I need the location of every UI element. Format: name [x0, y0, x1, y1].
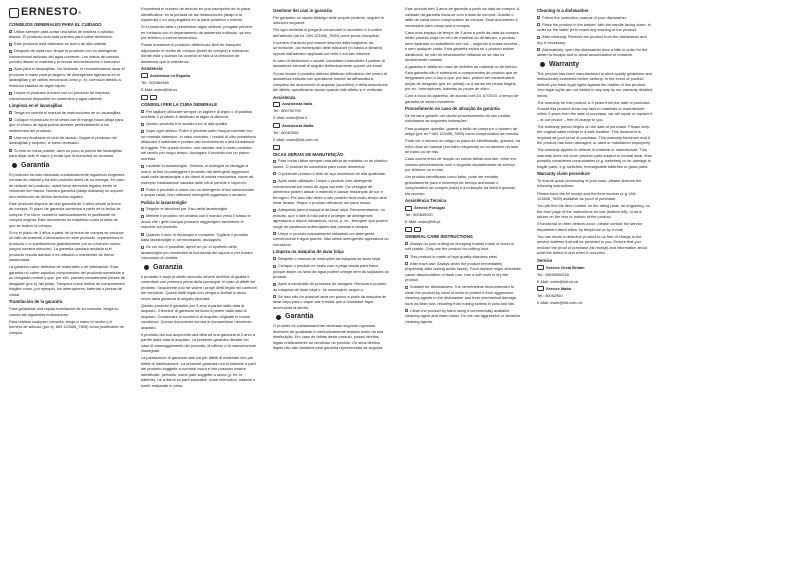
heading-service-en: Service: [537, 257, 553, 263]
bullet-icon: [405, 286, 408, 289]
claim-para-pt-5: Um produto identificado como falho, pode ser enviado gratuitamente para o endereço de serviço anexando o comprovativo de compra (nota) e a indicação da falha e quando ela ocorreu.: [405, 174, 516, 196]
bullet-icon: [273, 295, 276, 298]
bullet-icon: [141, 130, 144, 133]
para-es-3: Puede enviarnos el producto defectuoso libre de franqueo adjuntando el recibo de compra (ticket de compra) e indicando dónde está y cuándo ha ocurrido el fallo a la dirección de asistencia que le indicamos.: [141, 42, 249, 64]
service-tel-mt: Tel.: 80062960: [537, 292, 563, 298]
claim-para-pt-3: Pode ver o número do artigo na placa de identificação, gravura, na folha título do manual (em baixo esquerda) ou no adesivo na lado de baixo ou de trás.: [405, 138, 521, 155]
dish-item-es-3: Una vez finalizado el ciclo de lavado: Saque el producto del lavavajillas y séquelo, si fuera necesario.: [9, 134, 117, 146]
claim-para-es-1: Para garantizar una rápida tramitación de su consulta, tenga en cuenta las siguientes indicaciones:: [9, 306, 119, 317]
assist-label-es: Asistencia en España: [141, 73, 257, 79]
service-label-mt: Service Malta: [537, 286, 653, 292]
assist-mail-mt: E-Mail: owim@lidl.com.mt: [273, 136, 318, 142]
bullet-icon: [141, 110, 144, 113]
warranty-para-es-4: La garantía cubre defectos de materiales o de fabricación. Esta garantía no cubre aquellos componentes del producto sometidos a un desgaste normal y que, por ello, puedan considerarse piezas de desgaste (por ej. las pilas). Tampoco cubre daños de componentes frágiles como, por ejemplo, los interruptores, baterías o piezas de cristal.: [9, 264, 125, 297]
brand-logo: [9, 6, 125, 20]
bullet-icon: [273, 172, 276, 175]
heading-warranty-pt: Garantia: [273, 313, 389, 321]
service-flag-icon: [273, 102, 280, 107]
dot-icon: [276, 315, 281, 320]
claim-para-pt-1: De forma a garantir um rápido processamento do seu pedido, solicitamos as seguintes indicações:: [405, 112, 512, 124]
bullet-icon: [273, 180, 276, 183]
para-pt-4: Com a troca do aparelho, de acordo com DL 67/2003, o tempo de garantia se inicia novamente.: [405, 93, 519, 104]
claim-para-it-2: Per ogni richiesta si prega di conservare lo scontrino e il codice dell'articolo (ad es. IAN 123456_7890) come prova d'acquisto.: [273, 27, 382, 38]
dish-item-en-1: Follow the instruction manual of your dishwasher.: [537, 15, 653, 21]
heading-claim-en: Warranty claim procedure: [537, 171, 590, 177]
care-item-es-3: Después de cada uso: limpie el producto con un detergente convencional delicado del agua corriente. Los restos de comida pueden atacar el material y provocar decoloraciones o corrosión.: [9, 48, 121, 65]
care-item-en-5: Clean the product by hand using a commercially available cleaning agent and warm water. Do not use aggressive or abrasive cleaning agents.: [405, 307, 521, 324]
heading-warranty-en: Warranty: [537, 61, 653, 69]
care-item-es-4: Apto para el lavavajillas. No obstante, le recomendamos lavar el producto a mano para protegerlo de detergentes agresivos en el lavavajillas y de daños mecánicos como p. ej. corrosión debido a residuos salados de algún tapón.: [9, 66, 125, 88]
bullet-icon: [9, 30, 12, 33]
column-spanish: [9, 6, 125, 562]
heading-claim-pt: Procedimento no caso de ativação da garantia: [405, 106, 500, 112]
care-item-pt-4: Adequado para a máquina de lavar loiça. Recomendamos, no entanto, que o lave à mão para o proteger de detergentes agressivos e danos mecânicos, como, p. ex., ferrugem que podem surgir de parafusos enferrujados das panelas e tampas.: [273, 207, 388, 229]
claim-para-en-4: If functional or other defects occur, please contact the service department listed either by telephone or by e-mail.: [537, 221, 643, 232]
warranty-para-it-2: Questo prodotto è garantito per 3 anni a partire dalla data di acquisto. Il termine di garanzia ha inizio a partire dalla data di acquisto. Conservare lo scontrino di acquisto originale in buone condizioni. Questo documento servirà a documentare l'avvenuto acquisto.: [141, 302, 252, 330]
warranty-para-es-3: Si en el plazo de 3 años a partir de la fecha de compra se produce un fallo de material o fabricación en este producto, repararemos el producto o lo sustituiremos gratuitamente por un producto nuevo (según nuestra elección). La garantía quedará anulada si el producto resulta dañado o es utilizado o mantenido de forma inadecuada.: [9, 229, 124, 263]
flag-icon: [414, 227, 421, 232]
heading-warranty-it: Garanzia: [141, 264, 257, 272]
heading-care-pt: DICAS GERAIS DE MANUTENÇÃO: [273, 151, 344, 157]
claim-para-pt-4: Caso ocorra erros de função ou outras falhas ocorram, entre em contato primeiramente com o seguinte departamento de serviço por telefone ou e-mail.: [405, 156, 516, 173]
dish-item-it-1: Seguire le istruzioni per l'uso della lavastoviglie.: [141, 206, 257, 212]
bullet-icon: [273, 209, 276, 212]
warranty-para-en-4: The warranty applies to defects in material or manufacture. This warranty does not cover product parts subject to normal wear, thus possibly considered consumables (e.g. batteries) or for damage to fragile parts, e.g. switches, rechargeable batteries or glass parts.: [537, 147, 652, 169]
assist-label-mt: Assistenza Malta: [273, 123, 389, 129]
warranty-para-pt-1: O produto foi cuidadosamente fabricado segundo rigorosas diretrizes de qualidade e meticulosamente testado antes da sua distribuição. Em caso de falhas deste produto, possui direitos legais relativamente ao vendedor do produto. Os seus direitos legais não são limitados pela garantia representada de seguida.: [273, 323, 384, 351]
care-item-en-1: Always do your cutting on chopping boards made of wood or soft plastic. Only use the product for cutting food.: [405, 240, 515, 252]
assist-label-pt: Service Portugal: [405, 205, 521, 211]
care-item-es-2: Este producto está fabricado en acero de alta calidad.: [9, 41, 125, 47]
bullet-icon: [537, 23, 540, 26]
heading-care-es: CONSEJOS GENERALES PARA EL CUIDADO: [9, 22, 102, 27]
column-portuguese-english: [405, 6, 521, 562]
bullet-icon: [405, 262, 408, 265]
heading-dish-en: Cleaning in a dishwasher: [537, 8, 589, 13]
column-spanish-italian: [141, 6, 257, 562]
dish-item-pt-2: Coloque o produto no cesto com a pega virada para baixo, porque assim os raios de água podem chegar bem às sujidades do produto.: [273, 263, 389, 280]
column-blank: [669, 6, 785, 562]
bullet-icon: [9, 92, 12, 95]
claim-para-pt-2: Para qualquer questão, guarde o talão de compra e o número de artigo (por ex.º IAN 123456_7890) como comprovativo da mesma.: [405, 125, 520, 137]
column-english: [537, 6, 653, 562]
care-item-it-2: Questo prodotto è in acciaio inox di alta qualità.: [141, 121, 257, 127]
care-item-es-5: Limpie el producto a mano con un producto de limpieza convencional disponible en comercios y agua caliente.: [9, 90, 110, 101]
lang-icons: [405, 227, 521, 233]
heading-care-it: CONSIGLI PER LA CURA GENERALE: [141, 102, 218, 108]
assist-mail-it: E-Mail: owim@lidl.it: [273, 115, 307, 121]
service-flag-icon: [405, 206, 412, 211]
care-item-pt-2: O presente produto é feito de aço inoxidável de alta qualidade.: [273, 171, 389, 177]
lang-icons: [273, 144, 389, 150]
lang-icons: [141, 95, 257, 101]
bullet-icon: [9, 111, 12, 114]
warranty-para-it-4: La prestazione di garanzia vale sia per difetti di materiale che per difetti di fabbricazione. La presente garanzia non si estende a parti del prodotto soggette a normale usura e che possono essere identificate, pertanto, come parti soggette a usura (p. es. le batterie), né a danni su parti staccabili, come interruttori, batterie o simili, realizzate in vetro.: [141, 355, 256, 388]
bullet-icon: [141, 233, 144, 236]
service-flag-icon: [537, 265, 544, 270]
bullet-icon: [405, 255, 408, 258]
heading-dish-pt: Limpeza na máquina de lavar loiça: [273, 249, 344, 255]
para-es-1: Encontrará el número de artículo en una inscripción de la placa identificativa, en la portada de las instrucciones (abajo a la izquierda) o en una pegatina en la parte posterior o inferior.: [141, 6, 251, 22]
bullet-icon: [141, 246, 144, 249]
dish-item-pt-1: Respeite o manual de instruções da máquina de lavar loiça.: [273, 256, 389, 262]
brand-name: ERNESTO: [21, 6, 79, 19]
bullet-icon: [273, 265, 276, 268]
heading-assist-pt: Assistência Técnica: [405, 198, 447, 204]
bullet-icon: [9, 149, 12, 152]
care-item-pt-5: Limpe o produto manualmente utilizando um detergente convencional e água quente. Não utilize detergentes agressivos ou corrosivos.: [273, 230, 389, 247]
heading-care-en: GENERAL CARE INSTRUCTIONS: [405, 234, 473, 240]
care-item-it-3: Dopo ogni utilizzo: Pulire il prodotto sotto l'acqua corrente con un normale detersivo. In caso contrario, i residui di cibo potrebbero attaccare il materiale e portare allo scolorimento o alla formazione di ruggine. Per questo motivo, non lasciate mai il vostro prodotto nel lavello per lungo tempo. Asciugare il prodotto con un panno morbido.: [141, 128, 257, 161]
assist-tel-mt: Tel.: 80062960: [273, 129, 299, 135]
heading-assist-it: Assistenza: [273, 94, 296, 100]
bullet-icon: [141, 215, 144, 218]
dish-item-it-3: Quando il ciclo di risciacquo è completo: Togliere il prodotto dalla lavastoviglie e, se necessario, asciugarlo.: [141, 231, 249, 242]
para-pt-3: A garantia é válida em caso de defeitos de material ou de fabrico. Esta garantia não é extensível a componentes do produto que se desgastam com o uso e que, por isso, podem ser considerados peças de desgaste (por ex. pilhas) ou a danos em peças frágeis, por ex.: interruptores, baterias ou peças de vidro.: [405, 64, 518, 92]
dot-icon: [540, 62, 545, 67]
warranty-para-es-1: El producto ha sido fabricado cuidadosamente siguiendo exigentes normas de calidad y ha sido probado antes de su entrega. En caso de defecto del producto, usted tiene derechos legales frente al vendedor del mismo. Nuestra garantía (abajo indicada) no supone una restricción de dichos derechos legales.: [9, 171, 125, 199]
care-item-pt-1: Para cortar utilize sempre uma tábua de madeira ou de plástico suave. O produto foi concebido para cortar alimentos.: [273, 158, 388, 169]
assist-tel-es: Tel.: 900984948: [141, 79, 169, 85]
flag-icon: [150, 95, 157, 100]
dish-item-en-4: Alternatively, open the dishwasher door a little in order for the steam to escape and to avoid accumulation of moisture.: [537, 46, 648, 58]
dish-item-en-3: After cleaning: Remove the product from the dishwasher and dry, if necessary.: [537, 34, 647, 45]
bullet-icon: [141, 165, 144, 168]
assist-tel-pt: Tel.: 800849093: [405, 212, 433, 218]
warranty-para-en-3: The warranty period begins on the date of purchase. Please keep the original sales receipt in a safe location. This document is required as your proof of purchase. This warranty becomes void if the product has been damaged, or used or maintained improperly.: [537, 123, 651, 146]
claim-para-it-5: Si può inviare il prodotto ritenuto difettoso all'indirizzo del centro di assistenza indicato con spedizione esente da affrancatura, completo del documento di acquisto (scontrino) e della descrizione del difetto, specificando anche quando tale difetto si è verificato.: [273, 70, 388, 93]
bullet-icon: [141, 123, 144, 126]
heading-claim-es: Tramitación de la garantía: [9, 299, 63, 305]
dish-item-es-4: Si esto no fuera posible, abra un poco la puerta del lavavajillas para dejar salir el vapor y evitar que la humedad se acumule.: [9, 147, 122, 159]
claim-para-en-3: You will find the item number on the rating plate, an engraving, on the front page of the instructions for use (bottom left), or as a sticker on the rear or bottom of the product.: [537, 203, 650, 220]
column-italian-portuguese: [273, 6, 389, 562]
dish-item-pt-4: Se isso não for possível abra um pouco a porta da máquina de lavar loiça para o vapor sair e evitar que a humidade fique acumulada lá dentro.: [273, 293, 387, 310]
brand-mark-icon: [9, 8, 19, 18]
dish-item-es-1: Tenga en cuenta el manual de instrucciones de su lavavajillas.: [9, 110, 125, 116]
bullet-icon: [9, 136, 12, 139]
flag-icon: [141, 95, 148, 100]
bullet-icon: [273, 232, 276, 235]
para-pt-2: Caso num espaço de tempo de 3 anos a partir da data da compra deste produto surja um erro de material ou de fabrico, o produto será reparado ou substituído por nós – segundo a nossa escolha – e sem qualquer custo. Esta garantia expira se o produto estiver danificado, se não for devidamente utilizado ou se não for devidamente mantido.: [405, 29, 521, 63]
service-tel-gb: Tel.: 08000569216: [537, 271, 570, 277]
service-label-gb: Service Great Britain: [537, 265, 653, 271]
warranty-para-en-2: The warranty for this product is 3 years from the date of purchase. Should this product show any fault in materials or manufacture within 3 years from the date of purchase, we will repair or replace it – at our choice – free of charge to you.: [537, 100, 653, 122]
dish-item-es-2: Coloque el producto en la cesta con el mango hacia abajo para que el chorro de agua pueda acceder perfectamente a los sedimentos del producto.: [9, 116, 124, 133]
care-item-it-4: Lavabile in lavastoviglie. Tuttavia, si consiglia un lavaggio a mano, al fine di proteggere il prodotto dai detergenti aggressivi usati nella lavastoviglie o da danni di natura meccanica, come ad esempio l'ossidazione causata dalle viti di pentole e coperchi.: [141, 163, 254, 185]
care-item-pt-3: Após cada utilização: Limpe o produto com detergente convencional por baixo de água corrente. Os vestígios de alimentos podem atacar o material e causar mudanças de cor e ferrugem. Por isso não deixe o seu produto ficar muito tempo sem estar lavado. Seque o produto utilizando um pano macio.: [273, 178, 387, 206]
care-item-en-3: After each use: Always clean the product immediately (especially after cutting acidic foods). Food residue might otherwise cause discolouration or flash rust. Use a soft cloth to dry the product.: [405, 260, 521, 283]
claim-para-it-3: Il numero d'articolo può essere desunto dalla targhetta, da un'incisione, dal frontespizio delle istruzioni (in basso a sinistra) oppure dall'adesivo applicato sul retro o sul lato inferiore.: [273, 39, 383, 56]
assist-mail-pt: E-Mail: owim@lidl.pt: [405, 219, 441, 225]
dot-icon: [144, 265, 149, 270]
bullet-icon: [537, 16, 540, 19]
heading-claim-it: Gestione dei casi in garanzia: [273, 8, 332, 13]
warranty-para-en-1: The product has been manufactured to strict quality guidelines and meticulously examined before delivery. In the event of product defects you have legal rights against the retailer of this product. Your legal rights are not limited in any way by our warranty detailed below.: [537, 70, 653, 98]
dish-item-en-2: Place the product in the basket, with the handle facing down, in order for the water jet to reach any staining of the product.: [537, 21, 651, 33]
heading-dish-it: Pulizia in lavastoviglie: [141, 199, 187, 205]
warranty-para-es-2: Este producto dispone de una garantía de 3 años desde la fecha de compra. El plazo de garantía comienza a partir de la fecha de compra. Por favor, conserve adecuadamente el justificante de compra original. Este documento es requerido como prueba de que se realizó la compra.: [9, 200, 121, 228]
para-es-2: Si el producto falla o presentase algún defecto, póngase primero en contacto con el departamento de asistencia indicado, ya sea por teléfono o correo electrónico.: [141, 24, 253, 41]
flag-icon: [273, 145, 280, 150]
service-mail-mt: E-Mail: owim@lidl.com.mt: [537, 299, 582, 305]
dish-item-it-2: Mettere il prodotto nel cestello con il manico verso il basso in modo che i getti d'acqua possano raggiungere facilmente le macchie sul prodotto.: [141, 213, 251, 230]
bullet-icon: [537, 48, 540, 51]
assist-label-it: Assistenza Italia: [273, 101, 389, 107]
bullet-icon: [141, 208, 144, 211]
claim-para-en-2: Please have the till receipt and the item number (e.g. IAN 123456_7890) available as proof of purchase.: [537, 190, 636, 202]
bullet-icon: [9, 43, 12, 46]
bullet-icon: [273, 160, 276, 163]
dot-icon: [12, 163, 17, 168]
bullet-icon: [141, 188, 144, 191]
service-mail-gb: E-Mail: owim@lidl.co.uk: [537, 278, 579, 284]
heading-warranty-es: Garantía: [9, 162, 125, 170]
bullet-icon: [405, 309, 408, 312]
heading-dish-es: Limpieza en el lavavajillas: [9, 103, 63, 109]
bullet-icon: [9, 50, 12, 53]
care-item-en-4: Suitable for dishwashers. It is nevertheless recommended to clean the product by hand in order to protect it from aggressive cleaning agents in the dishwasher and from mechanical damage, such as flash rust, resulting from rusting screws in pots and lids.: [405, 284, 518, 306]
dish-item-pt-3: Após a conclusão do processo de lavagem: Remova o produto da máquina de lavar loiça e, se necessário, seque-o.: [273, 281, 387, 292]
service-flag-icon: [537, 286, 544, 291]
bullet-icon: [273, 283, 276, 286]
claim-para-en-1: To ensure quick processing of your case, please observe the following instructions:: [537, 177, 642, 189]
brand-registered: ®: [78, 10, 82, 16]
care-item-it-5: Pulire il prodotto a mano con un detergente d'uso commerciale e acqua calda. Non utilizzare detergenti aggressivi o abrasivi.: [141, 186, 255, 198]
care-item-en-2: This product is made of high-quality stainless steel.: [405, 254, 521, 260]
service-flag-icon: [273, 123, 280, 128]
warranty-para-it-1: Il prodotto è stato prodotto secondo severe direttive di qualità e controllato con premura prima della consegna. In caso di difetti del prodotto, l'acquirente può far valere i propri diritti legali nei confronti del venditore. Questi diritti legali non vengono limitati in alcun modo dalla garanzia di seguito riportata.: [141, 273, 257, 301]
claim-para-it-4: In caso di disfunzioni o avarie, contattare innanzitutto il partner di assistenza elencati di seguito telefonicamente oppure via email.: [273, 57, 385, 69]
assist-tel-it: Tel.: 800790799: [273, 108, 301, 114]
para-pt-1: Este produto tem 3 anos de garantia a partir da data de compra. A validade da garantia inicia-se com a data de compra. Guarde o talão de caixa como comprovativo da compra. Esse documento é necessário para comprovar a compra.: [405, 6, 519, 28]
bullet-icon: [9, 68, 12, 71]
flag-icon: [405, 227, 412, 232]
warranty-para-it-3: Il prodotto dal suo acquirente alla ditta ed una garanzia di 3 anni a partire dalla data di acquisto. La presente garanzia decade nel caso di danneggiamento del prodotto, di utilizzo o di manutenzione inadeguati.: [141, 331, 257, 354]
bullet-icon: [537, 36, 540, 39]
assist-mail-es: E-Mail: owim@lidl.es: [141, 87, 178, 93]
bullet-icon: [9, 118, 12, 121]
care-item-it-1: Per tagliare utilizzare sempre un tagliere di legno o di plastica morbida. Il prodotto è destinato al taglio di alimenti.: [141, 108, 252, 120]
bullet-icon: [273, 257, 276, 260]
bullet-icon: [405, 242, 408, 245]
dish-item-it-4: Se ciò non è possibile, aprire un po' lo sportello della lavastoviglie per consentire la fuoriuscita del vapore e per evitare l'accumulo di umidità.: [141, 244, 253, 261]
claim-para-it-1: Per garantire un rapido disbrigo delle proprie pratiche, seguire le istruzioni seguenti:: [273, 14, 384, 26]
claim-para-en-5: You can return a defective product to us free of charge to the service address that will be provided to you. Ensure that you enclose the proof of purchase (till receipt) and information about what the defect is and when it occurred.: [537, 233, 648, 256]
service-flag-icon: [141, 73, 148, 78]
heading-assist-es: Asistencia: [141, 66, 163, 72]
care-item-es-1: Utilice siempre para cortar una tabla de madera o plástico blando. El producto solo está previsto para cortar alimentos.: [9, 28, 114, 40]
claim-para-es-2: Para realizar cualquier consulta, tenga a mano el recibo y el número de artículo (por ej. IAN 123456_7890) como justificante de compra.: [9, 318, 124, 335]
